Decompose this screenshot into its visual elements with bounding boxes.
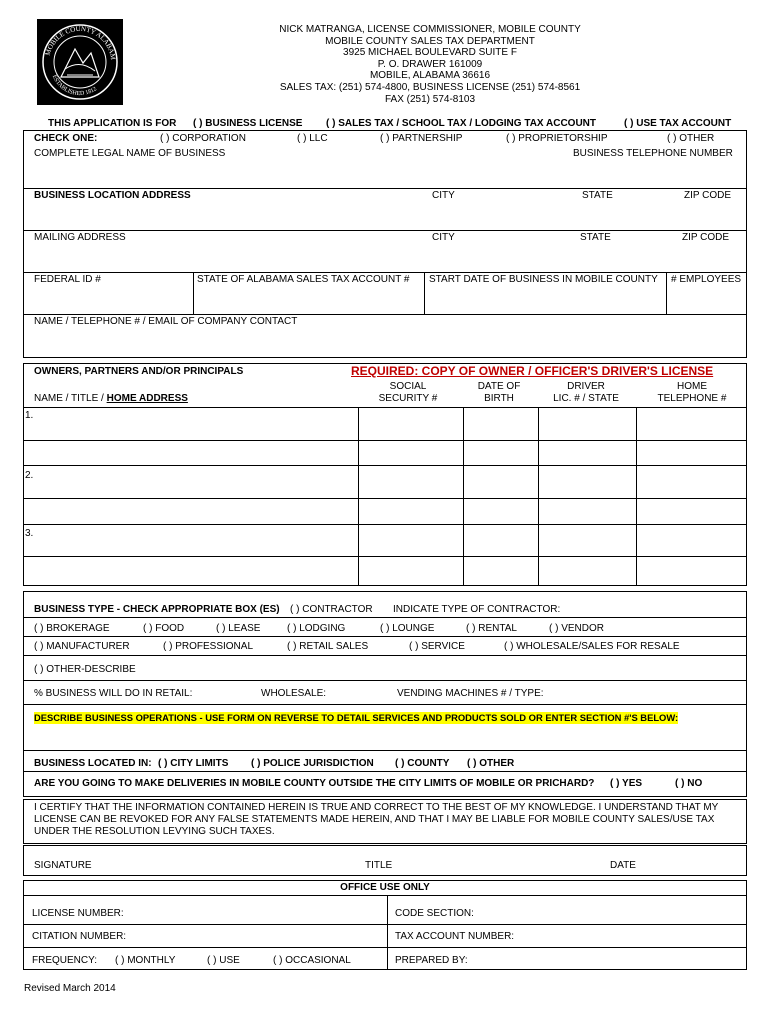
sales-tax-checkbox[interactable]: ( ) SALES TAX / SCHOOL TAX / LODGING TAX ACCOUNT [326, 118, 596, 129]
deliveries-question: ARE YOU GOING TO MAKE DELIVERIES IN MOBILE COUNTY OUTSIDE THE CITY LIMITS OF MOBILE OR PRICHARD? [34, 778, 595, 789]
partnership-checkbox[interactable]: ( ) PARTNERSHIP [380, 133, 463, 144]
location-zip-label: ZIP CODE [684, 190, 732, 201]
certification-line: UNDER THE RESOLUTION LEVYING SUCH TAXES. [34, 826, 275, 837]
mailing-state-label: STATE [580, 232, 611, 243]
corporation-checkbox[interactable]: ( ) CORPORATION [160, 133, 246, 144]
office-use-heading: OFFICE USE ONLY [340, 882, 430, 893]
tax-account-number-label: TAX ACCOUNT NUMBER: [395, 931, 515, 942]
legal-name-field[interactable] [30, 161, 740, 185]
ssn-header-1: SOCIAL [389, 381, 427, 392]
date-field[interactable] [610, 847, 740, 861]
contractor-checkbox[interactable]: ( ) CONTRACTOR [290, 604, 373, 615]
license-number-label: LICENSE NUMBER: [32, 908, 124, 919]
llc-checkbox[interactable]: ( ) LLC [297, 133, 328, 144]
revision-date: Revised March 2014 [24, 983, 116, 994]
mailing-zip-label: ZIP CODE [682, 232, 730, 243]
owner-row-number: 3. [25, 528, 34, 539]
owner-row-number: 2. [25, 470, 34, 481]
mailing-city-label: CITY [432, 232, 455, 243]
start-date-label: START DATE OF BUSINESS IN MOBILE COUNTY [429, 274, 658, 285]
business-license-checkbox[interactable]: ( ) BUSINESS LICENSE [193, 118, 303, 129]
owner-1-name-field[interactable] [36, 410, 354, 462]
owner-3-name-field[interactable] [36, 527, 354, 583]
svg-text:MOBILE COUNTY ALABAMA: MOBILE COUNTY ALABAM [43, 24, 118, 61]
legal-name-label: COMPLETE LEGAL NAME OF BUSINESS [34, 148, 226, 159]
manufacturer-checkbox[interactable]: ( ) MANUFACTURER [34, 641, 130, 652]
business-phone-label: BUSINESS TELEPHONE NUMBER [573, 148, 733, 159]
vendor-checkbox[interactable]: ( ) VENDOR [549, 623, 604, 634]
header-line: FAX (251) 574-8103 [384, 93, 476, 105]
city-limits-checkbox[interactable]: ( ) CITY LIMITS [158, 758, 229, 769]
use-tax-checkbox[interactable]: ( ) USE TAX ACCOUNT [624, 118, 732, 129]
owner-2-name-field[interactable] [36, 468, 354, 520]
date-label: DATE [610, 860, 636, 871]
header-line: MOBILE, ALABAMA 36616 [369, 70, 491, 82]
header-line: 3925 MICHAEL BOULEVARD SUITE F [343, 47, 517, 59]
mailing-address-field[interactable] [30, 245, 740, 269]
county-checkbox[interactable]: ( ) COUNTY [395, 758, 450, 769]
application-label: THIS APPLICATION IS FOR [48, 118, 177, 129]
occasional-checkbox[interactable]: ( ) OCCASIONAL [273, 955, 351, 966]
svg-text:ESTABLISHED 1812: ESTABLISHED 1812 [50, 74, 98, 98]
dl-header-1: DRIVER [567, 381, 605, 392]
contact-field[interactable] [30, 329, 740, 353]
code-section-label: CODE SECTION: [395, 908, 474, 919]
brokerage-checkbox[interactable]: ( ) BROKERAGE [34, 623, 110, 634]
police-jurisdiction-checkbox[interactable]: ( ) POLICE JURISDICTION [251, 758, 374, 769]
rental-checkbox[interactable]: ( ) RENTAL [466, 623, 517, 634]
contact-label: NAME / TELEPHONE # / EMAIL OF COMPANY CONTACT [34, 316, 298, 327]
food-checkbox[interactable]: ( ) FOOD [143, 623, 185, 634]
prepared-by-label: PREPARED BY: [395, 955, 468, 966]
proprietorship-checkbox[interactable]: ( ) PROPRIETORSHIP [506, 133, 608, 144]
wholesale-percent-label: WHOLESALE: [261, 688, 327, 699]
describe-operations-label: DESCRIBE BUSINESS OPERATIONS - USE FORM ON REVERSE TO DETAIL SERVICES AND PRODUCTS SOLD OR ENTER SECTION #'S BELOW: [34, 712, 679, 723]
vending-machines-label: VENDING MACHINES # / TYPE: [397, 688, 544, 699]
use-checkbox[interactable]: ( ) USE [207, 955, 240, 966]
business-type-label: BUSINESS TYPE - CHECK APPROPRIATE BOX (ES) [34, 604, 280, 615]
check-one-label: CHECK ONE: [34, 133, 98, 144]
certification-line: LICENSE CAN BE REVOKED FOR ANY FALSE STATEMENTS MADE HEREIN, AND THAT I MAY BE LIABLE FOR MOBILE COUNTY SALES/USE TAX [34, 814, 715, 825]
lease-checkbox[interactable]: ( ) LEASE [216, 623, 261, 634]
location-city-label: CITY [432, 190, 455, 201]
header-line: SALES TAX: (251) 574-4800, BUSINESS LICENSE (251) 574-8561 [279, 81, 581, 93]
owner-name-header: NAME / TITLE / HOME ADDRESS [34, 393, 188, 404]
deliveries-no-checkbox[interactable]: ( ) NO [675, 778, 703, 789]
service-checkbox[interactable]: ( ) SERVICE [409, 641, 465, 652]
title-label: TITLE [365, 860, 393, 871]
owners-title: OWNERS, PARTNERS AND/OR PRINCIPALS [34, 366, 244, 377]
drivers-license-requirement: REQUIRED: COPY OF OWNER / OFFICER'S DRIVER'S LICENSE [351, 364, 714, 378]
employees-label: # EMPLOYEES [671, 274, 742, 285]
professional-checkbox[interactable]: ( ) PROFESSIONAL [163, 641, 254, 652]
county-seal-logo [37, 19, 123, 105]
monthly-checkbox[interactable]: ( ) MONTHLY [115, 955, 176, 966]
federal-id-label: FEDERAL ID # [34, 274, 101, 285]
header-line: NICK MATRANGA, LICENSE COMMISSIONER, MOBILE COUNTY [279, 24, 581, 35]
other-entity-checkbox[interactable]: ( ) OTHER [667, 133, 715, 144]
other-describe-checkbox[interactable]: ( ) OTHER-DESCRIBE [34, 664, 136, 675]
wholesale-checkbox[interactable]: ( ) WHOLESALE/SALES FOR RESALE [504, 641, 680, 652]
dl-header-2: LIC. # / STATE [553, 393, 619, 404]
signature-label: SIGNATURE [34, 860, 92, 871]
mailing-address-label: MAILING ADDRESS [34, 232, 126, 243]
citation-number-label: CITATION NUMBER: [32, 931, 127, 942]
signature-field[interactable] [30, 847, 360, 861]
certification-line: I CERTIFY THAT THE INFORMATION CONTAINED HEREIN IS TRUE AND CORRECT TO THE BEST OF MY KNOWLEDGE. I UNDERSTAND THAT MY [34, 802, 719, 813]
retail-percent-label: % BUSINESS WILL DO IN RETAIL: [34, 688, 193, 699]
business-located-label: BUSINESS LOCATED IN: [34, 758, 152, 769]
title-field[interactable] [365, 847, 605, 861]
location-state-label: STATE [582, 190, 613, 201]
ssn-header-2: SECURITY # [378, 393, 438, 404]
deliveries-yes-checkbox[interactable]: ( ) YES [610, 778, 643, 789]
owner-row-number: 1. [25, 410, 34, 421]
frequency-label: FREQUENCY: [32, 955, 98, 966]
operations-description-field[interactable] [30, 726, 740, 748]
header-line: P. O. DRAWER 161009 [377, 58, 483, 70]
contractor-type-label: INDICATE TYPE OF CONTRACTOR: [393, 604, 561, 615]
agency-header [180, 24, 680, 105]
other-location-checkbox[interactable]: ( ) OTHER [467, 758, 515, 769]
header-line: MOBILE COUNTY SALES TAX DEPARTMENT [325, 35, 535, 47]
location-address-label: BUSINESS LOCATION ADDRESS [34, 190, 191, 201]
lodging-checkbox[interactable]: ( ) LODGING [287, 623, 346, 634]
dob-header-1: DATE OF [477, 381, 521, 392]
retail-sales-checkbox[interactable]: ( ) RETAIL SALES [287, 641, 369, 652]
phone-header-1: HOME [677, 381, 707, 392]
phone-header-2: TELEPHONE # [657, 393, 727, 404]
dob-header-2: BIRTH [484, 393, 514, 404]
state-account-label: STATE OF ALABAMA SALES TAX ACCOUNT # [197, 274, 410, 285]
location-address-field[interactable] [30, 203, 740, 227]
lounge-checkbox[interactable]: ( ) LOUNGE [380, 623, 435, 634]
